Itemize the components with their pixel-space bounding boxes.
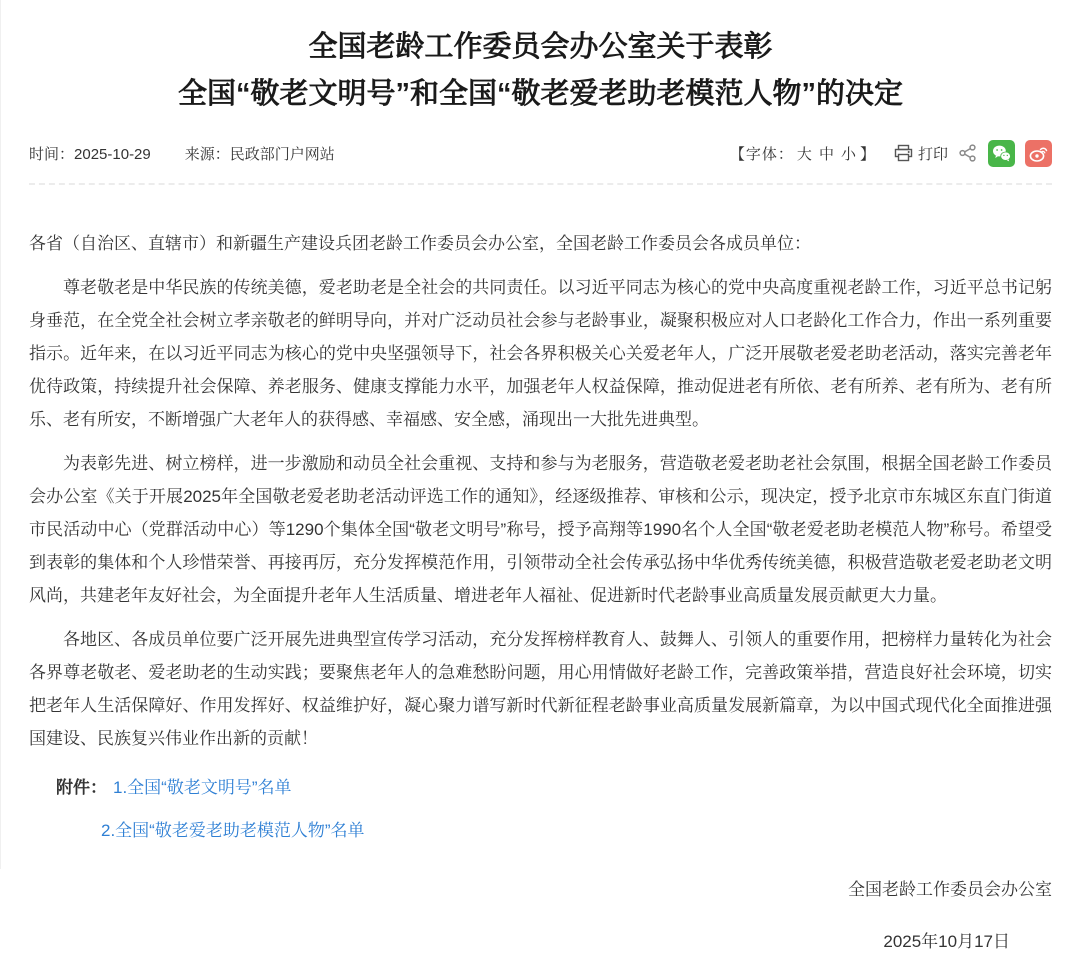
paragraph-3: 各地区、各成员单位要广泛开展先进典型宣传学习活动，充分发挥榜样教育人、鼓舞人、引领人的重要作用，把榜样力量转化为社会各界尊老敬老、爱老助老的生动实践；要聚焦老年人的急难愁盼问题，用心用情做好老龄工作，完善政策举措，营造良好社会环境，切实把老年人生活保障好、作用发挥好、权益维护好，凝心聚力谱写新时代新征程老龄事业高质量发展新篇章，为以中国式现代化全面推进强国建设、民族复兴伟业作出新的贡献！ bbox=[29, 630, 1052, 748]
weibo-icon bbox=[1028, 143, 1049, 164]
page-title bbox=[29, 0, 1052, 118]
font-size-large[interactable]: 大 bbox=[796, 145, 813, 163]
font-size-small[interactable]: 小 bbox=[840, 145, 857, 163]
salutation: 各省（自治区、直辖市）和新疆生产建设兵团老龄工作委员会办公室，全国老龄工作委员会各成员单位： bbox=[29, 234, 811, 253]
publish-time: 时间：2025-10-29 bbox=[29, 145, 151, 163]
paragraph-1: 尊老敬老是中华民族的传统美德，爱老助老是全社会的共同责任。以习近平同志为核心的党中央高度重视老龄工作，习近平总书记躬身垂范，在全党全社会树立孝亲敬老的鲜明导向，并对广泛动员社会参与老龄事业，凝聚积极应对人口老龄化工作合力，作出一系列重要指示。近年来，在以习近平同志为核心的党中央坚强领导下，社会各界积极关心关爱老年人，广泛开展敬老爱老助老活动，落实完善老年优待政策，持续提升社会保障、养老服务、健康支撑能力水平，加强老年人权益保障，推动促进老有所依、老有所养、老有所为、老有所乐、老有所安，不断增强广大老年人的获得感、幸福感、安全感，涌现出一大批先进典型。 bbox=[29, 278, 1052, 429]
article-body bbox=[29, 227, 1052, 958]
issuer-signature: 全国老龄工作委员会办公室 bbox=[848, 880, 1052, 899]
source: 来源：民政部门户网站 bbox=[184, 145, 335, 163]
share-nodes-icon bbox=[958, 143, 978, 163]
print-label: 打印 bbox=[917, 145, 948, 163]
weibo-share-button[interactable] bbox=[1025, 140, 1052, 167]
printer-icon bbox=[894, 144, 913, 162]
attachment-row-2 bbox=[29, 814, 1052, 847]
attachment-link-1[interactable]: 1.全国“敬老文明号”名单 bbox=[113, 778, 292, 797]
paragraph-2: 为表彰先进、树立榜样，进一步激励和动员全社会重视、支持和参与为老服务，营造敬老爱老助老社会氛围，根据全国老龄工作委员会办公室《关于开展2025年全国敬老爱老助老活动评选工作的通知》，经逐级推荐、审核和公示，现决定，授予北京市东城区东直门街道市民活动中心（党群活动中心）等1290个集体全国“敬老文明号”称号，授予高翔等1990名个人全国“敬老爱老助老模范人物”称号。希望受到表彰的集体和个人珍惜荣誉、再接再厉，充分发挥模范作用，引领带动全社会传承弘扬中华优秀传统美德，积极营造敬老爱老助老文明风尚，共建老年友好社会，为全面提升老年人生活质量、增进老年人福祉、促进新时代老龄事业高质量发展贡献更大力量。 bbox=[29, 454, 1052, 605]
attachments bbox=[29, 771, 1052, 847]
title-line-2: 全国“敬老文明号”和全国“敬老爱老助老模范人物”的决定 bbox=[177, 78, 903, 110]
font-size-medium[interactable]: 中 bbox=[818, 145, 835, 163]
wechat-share-button[interactable] bbox=[988, 140, 1015, 167]
issue-date: 2025年10月17日 bbox=[883, 932, 1010, 951]
attachment-link-2[interactable]: 2.全国“敬老爱老助老模范人物”名单 bbox=[101, 821, 365, 840]
font-size-control: 【字体： 大 中 小 】 bbox=[729, 145, 876, 163]
attachment-label: 附件： bbox=[56, 778, 107, 797]
dashed-divider bbox=[29, 183, 1052, 185]
meta-left bbox=[29, 143, 335, 164]
meta-bar bbox=[29, 138, 1052, 168]
meta-right bbox=[730, 140, 1052, 167]
attachment-row-1 bbox=[29, 771, 1052, 804]
share-button[interactable] bbox=[958, 143, 978, 163]
wechat-icon bbox=[991, 143, 1012, 164]
print-button[interactable] bbox=[894, 143, 948, 164]
title-line-1: 全国老龄工作委员会办公室关于表彰 bbox=[308, 31, 773, 63]
